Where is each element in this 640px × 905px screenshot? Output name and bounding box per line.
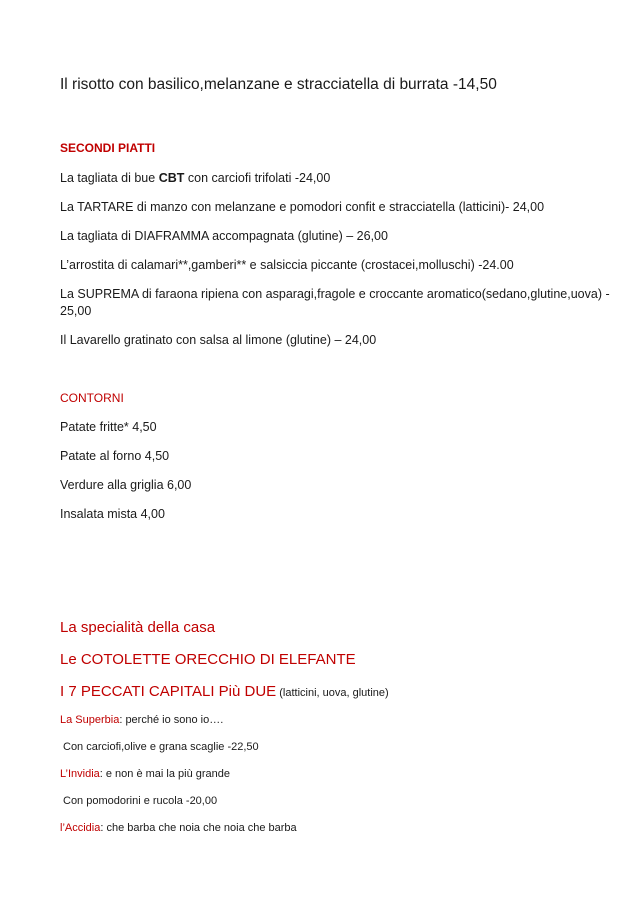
suprema-item-line2: 25,00 xyxy=(60,304,92,318)
contorni-item: Verdure alla griglia 6,00 xyxy=(60,478,192,492)
suprema-item-line1: La SUPREMA di faraona ripiena con asparagi,fragole e croccante aromatico(sedano,glutine,uova) - xyxy=(60,287,610,301)
tagliata-bue-item xyxy=(60,171,330,185)
contorni-item: Patate fritte* 4,50 xyxy=(60,420,157,434)
accidia-name: l’Accidia xyxy=(60,822,101,834)
secondi-heading: SECONDI PIATTI xyxy=(60,141,156,155)
arrostita-item: L’arrostita di calamari**,gamberi** e salsiccia piccante (crostacei,molluschi) -24.00 xyxy=(60,258,514,272)
accidia-desc: : che barba che noia che noia che barba xyxy=(100,822,297,834)
tagliata-bue-pre: La tagliata di bue xyxy=(60,171,159,185)
peccati-note: (latticini, uova, glutine) xyxy=(276,687,389,699)
superbia-line xyxy=(60,714,223,726)
contorni-item: Insalata mista 4,00 xyxy=(60,507,165,521)
peccati-heading xyxy=(60,683,389,701)
superbia-dish: Con carciofi,olive e grana scaglie -22,50 xyxy=(63,741,259,753)
peccati-title: I 7 PECCATI CAPITALI Più DUE xyxy=(60,683,277,700)
invidia-desc: : e non è mai la più grande xyxy=(99,768,231,780)
diaframma-item: La tagliata di DIAFRAMMA accompagnata (glutine) – 26,00 xyxy=(60,229,388,243)
specialita-heading: La specialità della casa xyxy=(60,619,216,636)
invidia-dish: Con pomodorini e rucola -20,00 xyxy=(63,795,218,807)
cotolette-heading: Le COTOLETTE ORECCHIO DI ELEFANTE xyxy=(60,651,356,668)
lavarello-item: Il Lavarello gratinato con salsa al limone (glutine) – 24,00 xyxy=(60,333,377,347)
invidia-name: L’Invidia xyxy=(60,768,100,780)
superbia-desc: : perché io sono io…. xyxy=(119,714,224,726)
risotto-item: Il risotto con basilico,melanzane e stracciatella di burrata -14,50 xyxy=(60,76,497,93)
superbia-name: La Superbia xyxy=(60,714,120,726)
tagliata-bue-cbt: CBT xyxy=(158,171,185,185)
contorni-heading: CONTORNI xyxy=(60,391,124,405)
accidia-line xyxy=(60,822,297,834)
tartare-item: La TARTARE di manzo con melanzane e pomodori confit e stracciatella (latticini)- 24,00 xyxy=(60,200,545,214)
invidia-line xyxy=(60,768,230,780)
contorni-item: Patate al forno 4,50 xyxy=(60,449,170,463)
tagliata-bue-post: con carciofi trifolati -24,00 xyxy=(184,171,331,185)
